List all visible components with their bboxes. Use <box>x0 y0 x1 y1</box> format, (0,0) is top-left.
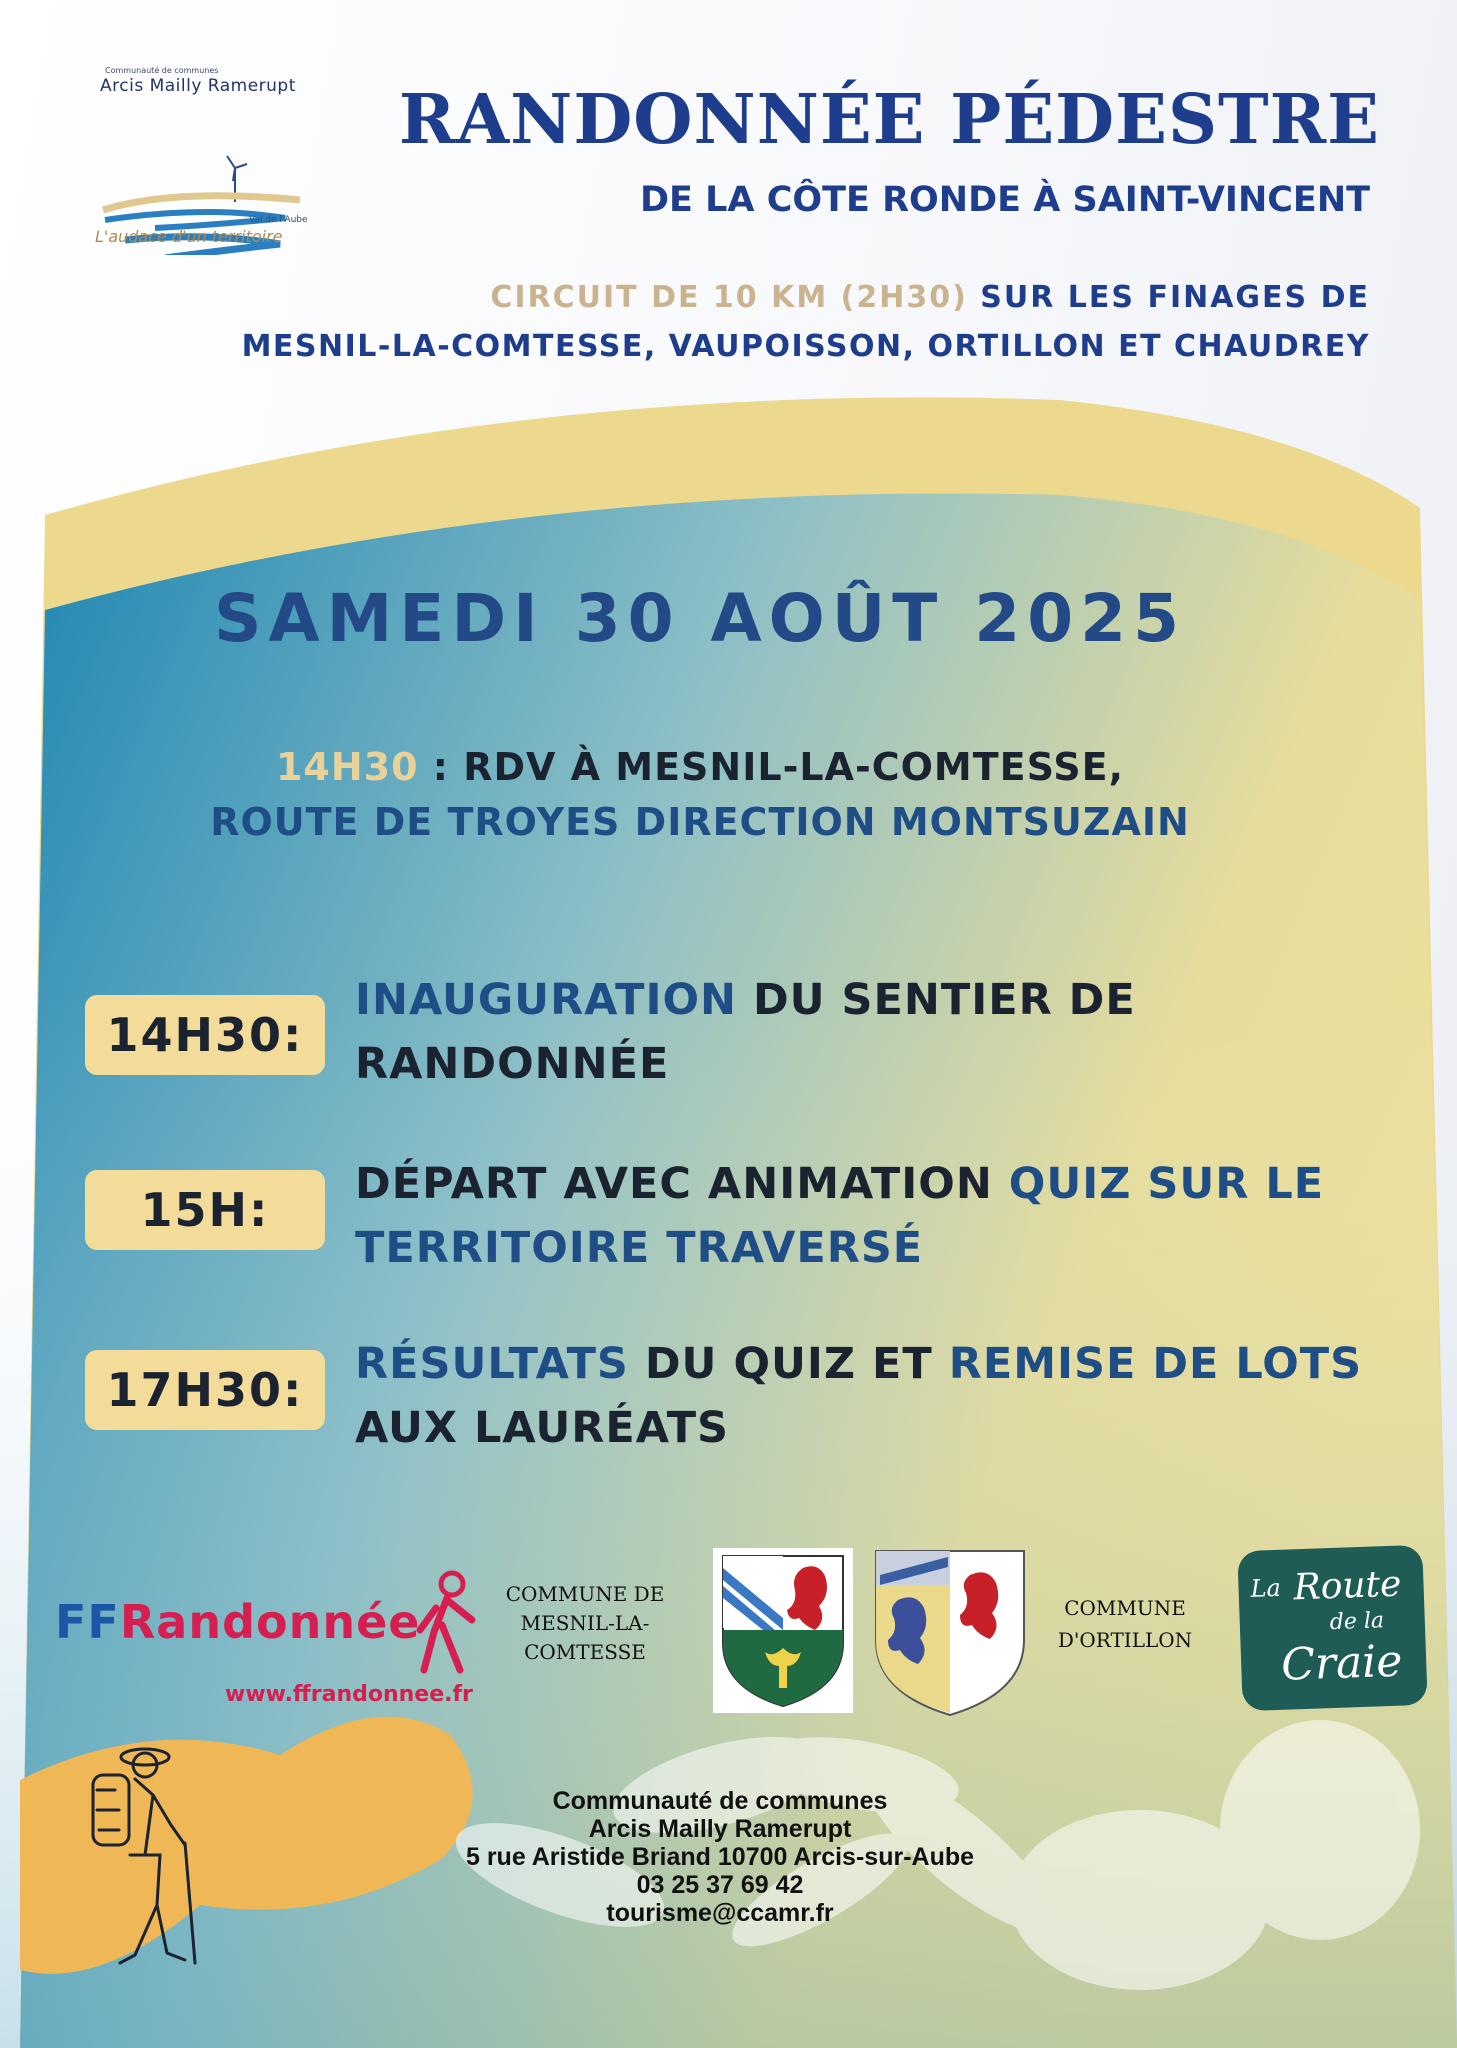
schedule-time-badge: 17H30: <box>85 1350 325 1430</box>
schedule-item-text: DÉPART AVEC ANIMATION <box>355 1159 1009 1209</box>
contact-phone: 03 25 37 69 42 <box>636 1871 804 1899</box>
page-subtitle: DE LA CÔTE RONDE À SAINT-VINCENT <box>639 180 1370 220</box>
event-date: SAMEDI 30 AOÛT 2025 <box>214 580 1186 657</box>
craie-line1: La <box>1250 1573 1282 1603</box>
hiker-illustration-icon <box>75 1735 205 1975</box>
contact-org-line: Communauté de communes <box>552 1787 888 1815</box>
schedule-item-text: AUX LAURÉATS <box>355 1403 729 1453</box>
logo-region: Val de l'Aube <box>249 215 308 225</box>
schedule-time-badge: 15H: <box>85 1170 325 1250</box>
logo-tagline: L'audace d'un territoire <box>95 227 283 246</box>
meeting-line <box>100 745 1300 789</box>
logo-small-text: Communauté de communes <box>105 66 219 75</box>
schedule-item-text: DU QUIZ ET <box>628 1339 949 1389</box>
wind-turbine-icon <box>95 60 320 255</box>
schedule-item-highlight: RÉSULTATS <box>355 1339 629 1389</box>
mesnil-coat-of-arms-icon <box>713 1548 853 1713</box>
circuit-distance: CIRCUIT DE 10 KM (2H30) <box>490 280 968 315</box>
schedule-item <box>355 1332 1415 1460</box>
schedule-item-text: DU SENTIER DE RANDONNÉE <box>355 975 1136 1089</box>
contact-org-line: Arcis Mailly Ramerupt <box>588 1815 852 1843</box>
page-title: RANDONNÉE PÉDESTRE <box>398 80 1380 160</box>
commune-mesnil-line: COMMUNE DE <box>505 1582 665 1606</box>
organizer-logo <box>95 60 320 255</box>
craie-line3: de la <box>1329 1608 1385 1636</box>
hiker-icon <box>412 1570 482 1680</box>
schedule-item-highlight: REMISE DE LOTS <box>948 1339 1363 1389</box>
contact-address: 5 rue Aristide Briand 10700 Arcis-sur-Aube <box>465 1843 975 1871</box>
route-de-la-craie-logo <box>1237 1545 1427 1711</box>
commune-mesnil-label <box>505 1580 665 1667</box>
ffr-prefix: FF <box>55 1595 120 1649</box>
circuit-villages: MESNIL-LA-COMTESSE, VAUPOISSON, ORTILLON ET CHAUDREY <box>241 329 1370 364</box>
schedule-item <box>355 1152 1415 1280</box>
contact-block <box>400 1787 1040 1927</box>
commune-ortillon-line: COMMUNE <box>1064 1596 1186 1620</box>
ffr-url: www.ffrandonnee.fr <box>225 1682 473 1707</box>
schedule-item <box>355 968 1415 1096</box>
meeting-text: : RDV À MESNIL-LA-COMTESSE, <box>432 745 1125 789</box>
ffrandonnee-logo <box>55 1595 421 1649</box>
craie-line4: Craie <box>1280 1635 1404 1691</box>
circuit-text: SUR LES FINAGES DE <box>980 280 1370 315</box>
meeting-route: ROUTE DE TROYES DIRECTION MONTSUZAIN <box>210 800 1190 844</box>
contact-email[interactable]: tourisme@ccamr.fr <box>606 1899 834 1927</box>
meeting-time: 14H30 <box>275 745 419 789</box>
logo-name: Arcis Mailly Ramerupt <box>100 76 296 96</box>
commune-mesnil-line: COMTESSE <box>524 1640 646 1664</box>
schedule-item-highlight: INAUGURATION <box>355 975 737 1025</box>
ffr-name: Randonnée <box>119 1595 421 1649</box>
commune-ortillon-label <box>1050 1592 1200 1656</box>
ortillon-coat-of-arms-icon <box>870 1545 1030 1720</box>
commune-ortillon-line: D'ORTILLON <box>1057 1628 1193 1652</box>
schedule-time-badge: 14H30: <box>85 995 325 1075</box>
craie-line2: Route <box>1292 1563 1402 1609</box>
schedule-item-highlight: QUIZ SUR LE TERRITOIRE TRAVERSÉ <box>355 1159 1325 1273</box>
commune-mesnil-line: MESNIL-LA- <box>520 1611 650 1635</box>
circuit-line <box>80 280 1370 315</box>
